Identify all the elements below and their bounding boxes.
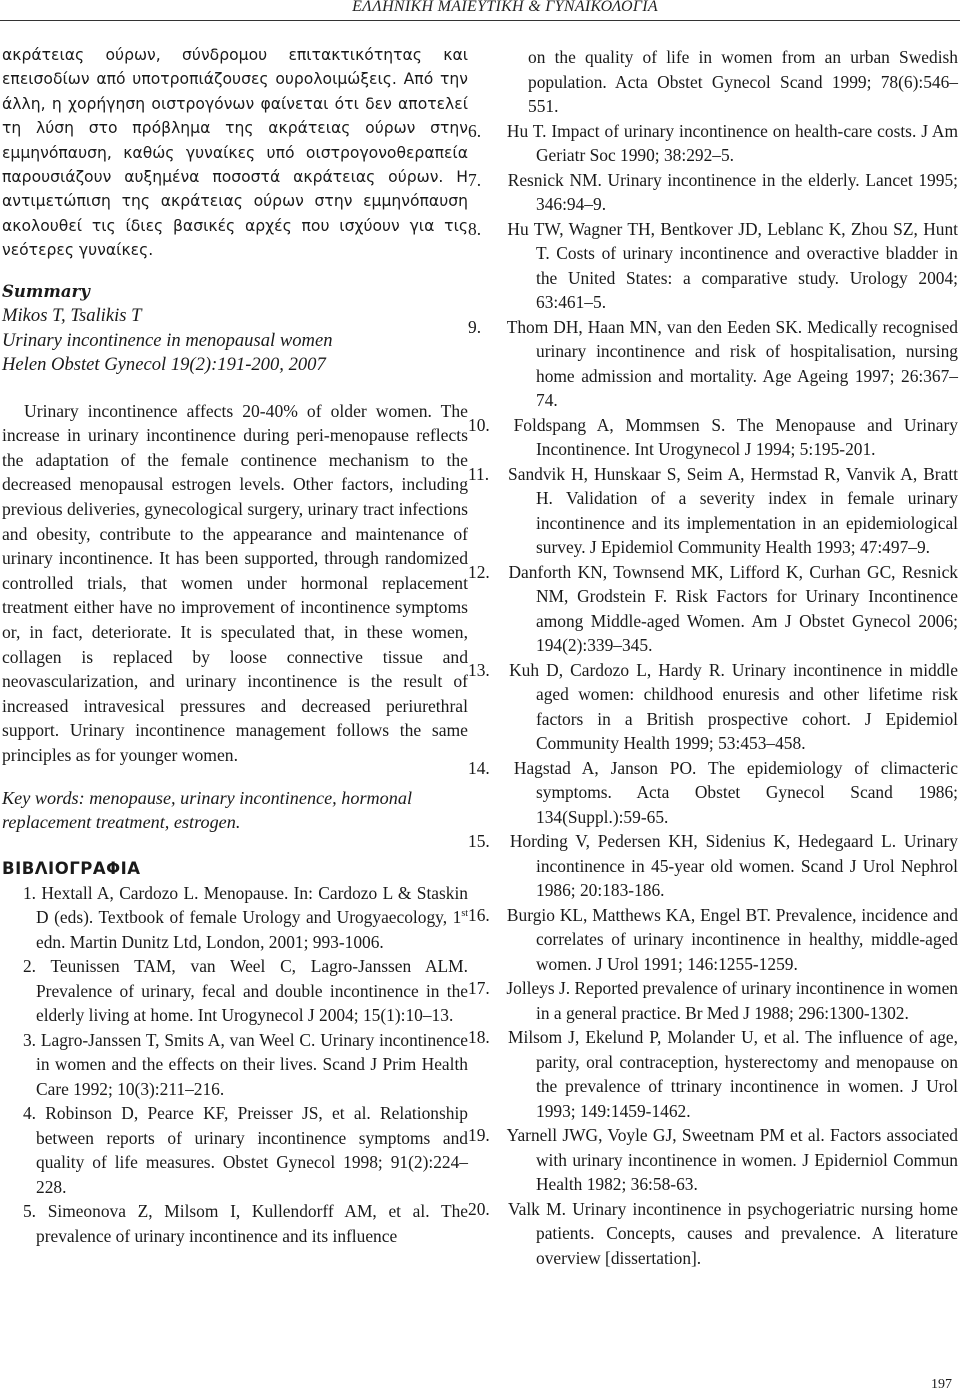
reference-item: 19. Yarnell JWG, Voyle GJ, Sweetnam PM et al. Factors associated with urinary incontinence in women. J Epiderniol Commun Health 1982; 36:58-63. bbox=[468, 1125, 958, 1194]
reference-list-left bbox=[2, 881, 468, 1249]
reference-text: Valk M. Urinary incontinence in psychogeriatric nursing home patients. Concepts, causes and prevalence. A literature overview [dissertation]. bbox=[507, 1198, 958, 1268]
reference-text: Teunissen TAM, van Weel C, Lagro-Janssen ALM. Prevalence of urinary, fecal and double incontinence in the elderly living at home. Int Urogynecol J 2004; 15(1):10–13. bbox=[36, 956, 468, 1026]
reference-text: Kuh D, Cardozo L, Hardy R. Urinary incontinence in middle aged women: childhood enuresis and other lifetime risk factors in a British prospective cohort. J Epidemiol Community Health 1999; 53:453–458. bbox=[509, 659, 958, 753]
reference-text: Hextall A, Cardozo L. Menopause. In: Cardozo L & Staskin D (eds). Textbook of female Urology and Urogyaecology, 1 bbox=[36, 882, 468, 928]
reference-text: Burgio KL, Matthews KA, Engel BT. Prevalence, incidence and correlates of urinary incontinence in healthy, middle-aged women. J Urol 1991; 146:1255-1259. bbox=[506, 904, 958, 974]
reference-text: Hu T. Impact of urinary incontinence on health-care costs. J Am Geriatr Soc 1990; 38:292–5. bbox=[506, 120, 958, 165]
left-column bbox=[2, 43, 468, 1248]
bibliography-heading: ΒΙΒΛΙΟΓΡΑΦΙΑ bbox=[2, 858, 141, 878]
reference-number: 4. bbox=[22, 1103, 36, 1124]
reference-item: 8. Hu TW, Wagner TH, Bentkover JD, Leblanc K, Zhou SZ, Hunt T. Costs of urinary incontinence and overactive bladder in the United States: a comparative study. Urology 2004; 63:461–5. bbox=[468, 218, 958, 312]
reference-item: 10. Foldspang A, Mommsen S. The Menopause and Urinary Incontinence. Int Urogynecol J 1994; 5:195-201. bbox=[468, 414, 958, 459]
keywords bbox=[2, 786, 468, 835]
abstract bbox=[2, 399, 468, 768]
reference-text: Hagstad A, Janson PO. The epidemiology of climacteric symptoms. Acta Obstet Gynecol Scand 1986; 134(Suppl.):59-65. bbox=[513, 757, 958, 827]
reference-text: Robinson D, Pearce KF, Preisser JS, et al. Relationship between reports of urinary incontinence symptoms and quality of life measures. Obstet Gynecol 1998; 91(2):224–228. bbox=[36, 1103, 468, 1197]
reference-text: Danforth KN, Townsend MK, Lifford K, Curhan GC, Resnick NM, Grodstein F. Risk Factors for Urinary Incontinence among Middle-aged Women. Am J Obstet Gynecol 2006; 194(2):339–345. bbox=[508, 561, 958, 655]
summary-heading-block bbox=[2, 280, 468, 378]
greek-paragraph: ακράτειας ούρων, σύνδρομου επιτακτικότητας και επεισοδίων από υποτροπιάζουσες ουρολοιμώξεις. Από την άλλη, η χορήγηση οιστρογόνων φαίνεται ότι δεν αποτελεί τη λύση στο πρόβλημα της ακράτειας ούρων στην εμμηνόπαυση, καθώς γυναίκες υπό οιστρογονοθεραπεία παρουσιάζουν αυξημένα ποσοστά ακράτειας ούρων. Η αντιμετώπιση της ακράτειας ούρων στην εμμηνόπαυση ακολουθεί τις ίδιες βασικές αρχές που ισχύουν για τις νεότερες γυναίκες. bbox=[2, 46, 468, 260]
journal-title: ΕΛΛΗΝΙΚΗ ΜΑΙΕΥΤΙΚΗ & ΓΥΝΑΙΚΟΛΟΓΙΑ bbox=[352, 0, 658, 15]
summary-authors: Mikos T, Tsalikis T bbox=[2, 305, 142, 327]
summary-citation: Helen Obstet Gynecol 19(2):191-200, 2007 bbox=[2, 354, 326, 376]
reference-superscript: st bbox=[461, 908, 468, 920]
reference-text: Foldspang A, Mommsen S. The Menopause and Urinary Incontinence. Int Urogynecol J 1994; 5:195-201. bbox=[513, 414, 958, 459]
reference-text: Milsom J, Ekelund P, Molander U, et al. The influence of age, parity, oral contraception, hysterectomy and menopause on the prevalence of ttrinary incontinence in women. J Urol 1993; 149:1459-1462. bbox=[508, 1027, 958, 1121]
summary-article-title: Urinary incontinence in menopausal women bbox=[2, 329, 333, 351]
reference-item: 13. Kuh D, Cardozo L, Hardy R. Urinary incontinence in middle aged women: childhood enuresis and other lifetime risk factors in a British prospective cohort. J Epidemiol Community Health 1999; 53:453–458. bbox=[468, 659, 958, 753]
reference-item bbox=[2, 1199, 468, 1248]
keywords-text: menopause, urinary incontinence, hormonal replacement treatment, estrogen. bbox=[2, 787, 413, 833]
right-column bbox=[468, 45, 959, 1270]
reference-text: Simeonova Z, Milsom I, Kullendorff AM, et al. The prevalence of urinary incontinence and its influence bbox=[36, 1201, 468, 1246]
reference-text: Resnick NM. Urinary incontinence in the elderly. Lancet 1995; 346:94–9. bbox=[507, 169, 958, 214]
reference-item bbox=[2, 881, 468, 955]
reference-item bbox=[2, 954, 468, 1028]
reference-number: 2. bbox=[22, 956, 36, 977]
reference-item: 20. Valk M. Urinary incontinence in psychogeriatric nursing home patients. Concepts, causes and prevalence. A literature overview [dissertation]. bbox=[468, 1198, 958, 1268]
reference-text: Yarnell JWG, Voyle GJ, Sweetnam PM et al. Factors associated with urinary incontinence in women. J Epiderniol Commun Health 1982; 36:58-63. bbox=[506, 1125, 958, 1194]
reference-item: 11. Sandvik H, Hunskaar S, Seim A, Hermstad R, Vanvik A, Bratt H. Validation of a severity index in female urinary incontinence and its implementation in an epidemiological survey. J Epidemiol Community Health 1993; 47:497–9. bbox=[468, 463, 958, 557]
abstract-text: Urinary incontinence affects 20-40% of older women. The increase in urinary incontinence during peri-menopause reflects the adaptation of the female continence mechanism to the decreased menopausal estrogen levels. Other factors, including previous deliveries, gynecological surgery, urinary tract infections and obesity, contribute to the appearance and maintenance of urinary incontinence. It has been supported, through randomized controlled trials, that women under hormonal replacement treatment either have no improvement of incontinence symptoms or, in fact, deteriorate. It is speculated that, in these women, collagen is replaced by loose connective tissue and neovascularization, and urinary incontinence is the result of increased intravesical pressures and decreased periurethral support. Urinary incontinence management follows the same principles as for younger women. bbox=[2, 400, 468, 765]
reference-number: 5. bbox=[22, 1201, 36, 1222]
reference-text: Hu TW, Wagner TH, Bentkover JD, Leblanc K, Zhou SZ, Hunt T. Costs of urinary incontinence and overactive bladder in the United States: a comparative study. Urology 2004; 63:461–5. bbox=[507, 218, 958, 312]
reference-item bbox=[2, 1028, 468, 1102]
summary-title: Summary bbox=[2, 281, 90, 301]
reference-item: 18. Milsom J, Ekelund P, Molander U, et al. The influence of age, parity, oral contraception, hysterectomy and menopause on the prevalence of ttrinary incontinence in women. J Urol 1993; 149:1459-1462. bbox=[468, 1027, 958, 1121]
reference-text: Thom DH, Haan MN, van den Eeden SK. Medically recognised urinary incontinence and risk of hospitalisation, nursing home admission and mortality. Age Ageing 1997; 26:367–74. bbox=[506, 316, 958, 410]
page-number: 197 bbox=[931, 1377, 952, 1392]
reference-text: Sandvik H, Hunskaar S, Seim A, Hermstad R, Vanvik A, Bratt H. Validation of a severity index in female urinary incontinence and its implementation in an epidemiological survey. J Epidemiol Community Health 1993; 47:497–9. bbox=[508, 463, 958, 557]
reference-item: 12. Danforth KN, Townsend MK, Lifford K, Curhan GC, Resnick NM, Grodstein F. Risk Factors for Urinary Incontinence among Middle-aged Women. Am J Obstet Gynecol 2006; 194(2):339–345. bbox=[468, 561, 958, 655]
reference-text: Hording V, Pedersen KH, Sidenius K, Hedegaard L. Urinary incontinence in 45-year old women. Scand J Urol Nephrol 1986; 20:183-186. bbox=[509, 831, 958, 900]
reference-continuation: on the quality of life in women from an urban Swedish population. Acta Obstet Gynecol Scand 1999; 78(6):546–551. bbox=[528, 47, 958, 116]
running-header bbox=[0, 0, 960, 21]
reference-item: 14. Hagstad A, Janson PO. The epidemiology of climacteric symptoms. Acta Obstet Gynecol Scand 1986; 134(Suppl.):59-65. bbox=[468, 757, 958, 827]
reference-item: 9. Thom DH, Haan MN, van den Eeden SK. Medically recognised urinary incontinence and risk of hospitalisation, nursing home admission and mortality. Age Ageing 1997; 26:367–74. bbox=[468, 316, 958, 410]
reference-item: 15. Hording V, Pedersen KH, Sidenius K, Hedegaard L. Urinary incontinence in 45-year old women. Scand J Urol Nephrol 1986; 20:183-186. bbox=[468, 831, 958, 900]
reference-item bbox=[2, 1101, 468, 1199]
reference-text-cont: edn. Martin Dunitz Ltd, London, 2001; 993-1006. bbox=[36, 931, 384, 952]
reference-item: 6. Hu T. Impact of urinary incontinence on health-care costs. J Am Geriatr Soc 1990; 38:292–5. bbox=[468, 120, 958, 165]
reference-number: 1. bbox=[22, 882, 36, 903]
reference-list-right bbox=[468, 119, 959, 1271]
reference-text: Lagro-Janssen T, Smits A, van Weel C. Urinary incontinence in women and the effects on their lives. Scand J Prim Health Care 1992; 10(3):211–216. bbox=[36, 1029, 468, 1099]
reference-number: 3. bbox=[22, 1029, 36, 1050]
reference-item: 7. Resnick NM. Urinary incontinence in the elderly. Lancet 1995; 346:94–9. bbox=[468, 169, 958, 214]
reference-item: 17. Jolleys J. Reported prevalence of urinary incontinence in women in a general practice. Br Med J 1988; 296:1300-1302. bbox=[468, 978, 959, 1023]
reference-text: Jolleys J. Reported prevalence of urinary incontinence in women in a general practice. Br Med J 1988; 296:1300-1302. bbox=[506, 978, 959, 1023]
keywords-label: Key words: bbox=[2, 787, 85, 808]
reference-item: 16. Burgio KL, Matthews KA, Engel BT. Prevalence, incidence and correlates of urinary incontinence in healthy, middle-aged women. J Urol 1991; 146:1255-1259. bbox=[468, 904, 958, 974]
